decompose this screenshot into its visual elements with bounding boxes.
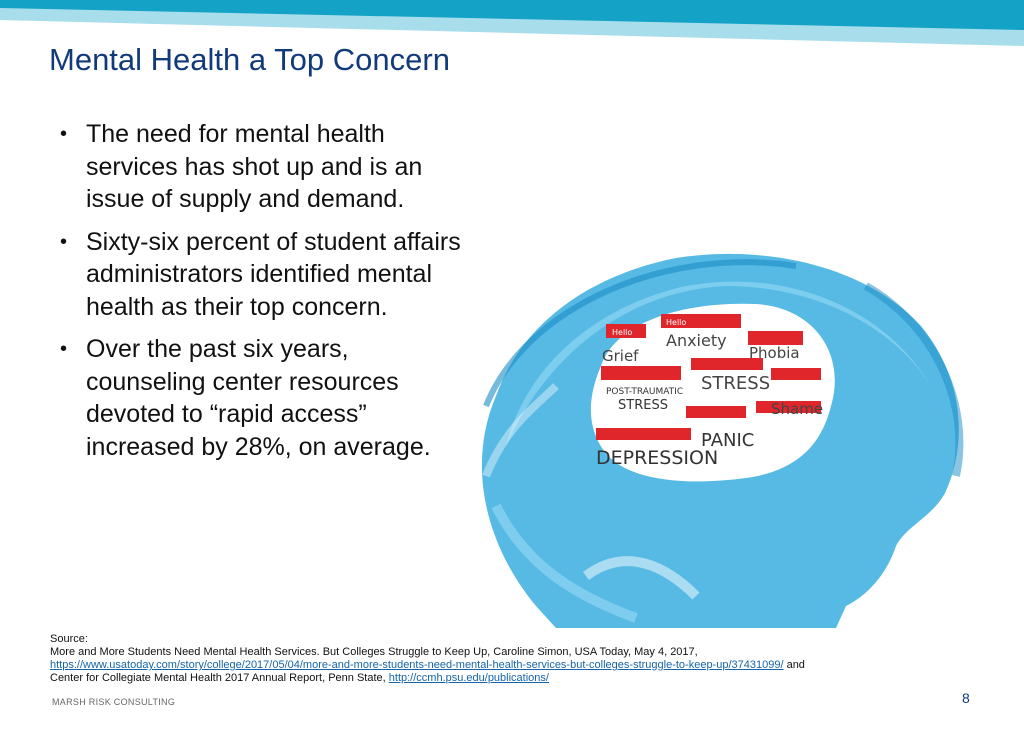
tag-hello-text: Hello — [666, 318, 687, 327]
source-text-1: More and More Students Need Mental Health Services. But Colleges Struggle to Keep Up, Caroline Simon, USA Today, May 4, 2017, — [50, 646, 698, 658]
bullet-dot-icon: • — [60, 338, 68, 360]
source-label: Source: — [50, 633, 88, 645]
word-grief: Grief — [602, 347, 639, 365]
source-line-1 — [50, 646, 950, 672]
source-text-tail: and — [783, 659, 805, 671]
header-band — [0, 0, 1024, 48]
source-link-ccmh[interactable]: http://ccmh.psu.edu/publications/ — [388, 672, 549, 684]
bullet-text: The need for mental health services has shot up and is an issue of supply and demand. — [86, 120, 423, 213]
word-shame: Shame — [771, 400, 824, 418]
page-number: 8 — [962, 690, 970, 706]
source-line-2 — [50, 672, 950, 685]
bullet-list — [60, 118, 470, 473]
slide-title: Mental Health a Top Concern — [49, 42, 450, 77]
word-stress: STRESS — [701, 373, 771, 394]
source-text-2: Center for Collegiate Mental Health 2017 Annual Report, Penn State, — [50, 672, 389, 684]
word-depression: DEPRESSION — [596, 447, 719, 469]
bullet-dot-icon: • — [60, 230, 68, 253]
footer-brand: MARSH RISK CONSULTING — [52, 697, 176, 707]
bullet-text: Over the past six years, counseling center resources devoted to “rapid access” increased by 28%, on average. — [86, 335, 431, 461]
bullet-dot-icon: • — [60, 123, 68, 145]
word-ptsd-2: STRESS — [618, 398, 668, 413]
word-panic: PANIC — [701, 430, 755, 451]
source-citation — [50, 633, 950, 685]
bullet-item — [60, 226, 470, 324]
word-phobia: Phobia — [749, 344, 800, 362]
mental-health-head-image — [466, 246, 978, 628]
bullet-item — [60, 333, 470, 463]
word-ptsd-1: POST-TRAUMATIC — [606, 387, 684, 397]
word-anxiety: Anxiety — [666, 331, 727, 350]
bullet-text: Sixty-six percent of student affairs administrators identified mental health as their top concern. — [86, 227, 461, 321]
tag-hello-text: Hello — [612, 328, 633, 337]
source-link-usatoday[interactable]: https://www.usatoday.com/story/college/2017/05/04/more-and-more-students-need-mental-health-services-but-colleges-struggle-to-keep-up/37431099/ — [50, 659, 784, 671]
bullet-item — [60, 118, 470, 216]
